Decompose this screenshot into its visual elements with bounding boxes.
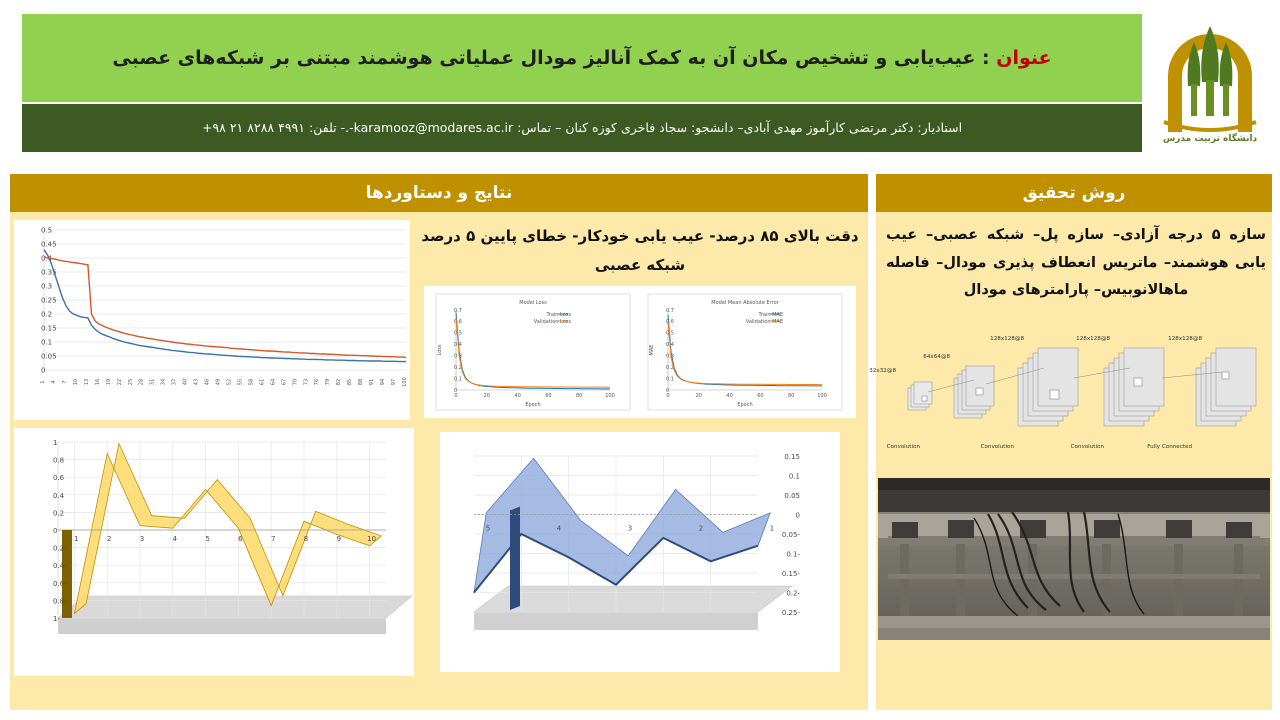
poster-title-banner bbox=[22, 14, 1142, 102]
y-tick-label: 0.3 bbox=[454, 353, 462, 360]
y-tick-label: -0.05 bbox=[781, 531, 800, 539]
x-tick-label: 5 bbox=[485, 524, 491, 533]
x-tick-label: 20 bbox=[695, 393, 702, 399]
y-tick-label: 0.4 bbox=[53, 491, 65, 500]
y-tick-label: 0.1 bbox=[41, 338, 53, 347]
x-tick-label: 2 bbox=[698, 524, 704, 533]
chart-title: Model Loss bbox=[519, 300, 547, 306]
x-tick-label: 91 bbox=[369, 378, 376, 386]
y-tick-label: -0.15 bbox=[781, 570, 800, 578]
x-tick-label: 43 bbox=[193, 378, 200, 386]
y-tick-label: 0.05 bbox=[784, 492, 800, 500]
y-tick-label: 0.5 bbox=[41, 226, 53, 235]
y-tick-label: 0.15 bbox=[784, 453, 800, 461]
y-tick-label: 0.25 bbox=[41, 296, 57, 305]
y-tick-label: 0.2 bbox=[53, 509, 65, 518]
x-tick-label: 49 bbox=[215, 378, 222, 386]
authors-banner bbox=[22, 104, 1142, 152]
x-tick-label: 100 bbox=[402, 377, 408, 387]
y-tick-label: -0.6 bbox=[53, 579, 67, 588]
x-tick-label: 34 bbox=[160, 378, 167, 386]
x-tick-label: 3 bbox=[139, 535, 145, 543]
section-header-results bbox=[10, 174, 868, 212]
title-separator: : bbox=[975, 46, 997, 69]
x-tick-label: 40 bbox=[182, 378, 189, 386]
x-tick-label: 13 bbox=[83, 378, 90, 386]
cnn-caption-3: Fully Connected bbox=[1147, 444, 1192, 450]
chart-title: Model Mean Absolute Error bbox=[711, 300, 779, 306]
x-tick-label: 46 bbox=[204, 378, 211, 386]
x-tick-label: 100 bbox=[605, 393, 615, 399]
x-tick-label: 60 bbox=[757, 393, 764, 399]
y-tick-label: 0.1 bbox=[788, 472, 800, 481]
convergence-chart bbox=[14, 220, 410, 420]
x-tick-label: 100 bbox=[817, 393, 827, 399]
y-tick-label: 0.05 bbox=[41, 352, 57, 361]
y-tick-label: 0 bbox=[454, 387, 458, 394]
x-tick-label: 19 bbox=[105, 378, 112, 386]
y-tick-label: 0.7 bbox=[666, 307, 674, 314]
y-tick-label: -0.1 bbox=[786, 550, 800, 559]
results-note-text: دقت بالای ۸۵ درصد- عیب یابی خودکار- خطای پایین ۵ درصد شبکه عصبی bbox=[421, 227, 859, 274]
x-tick-label: 10 bbox=[367, 535, 377, 543]
legend-label: Train MAE bbox=[758, 312, 783, 318]
cnn-caption-2: Convolution bbox=[1070, 444, 1104, 450]
x-tick-label: 9 bbox=[336, 535, 342, 543]
x-tick-label: 4 bbox=[50, 380, 57, 384]
section-header-method bbox=[876, 174, 1272, 212]
x-axis-label: Epoch bbox=[525, 402, 541, 408]
x-tick-label: 2 bbox=[106, 535, 112, 543]
training-curves-card bbox=[424, 286, 856, 418]
y-tick-label: 0.35 bbox=[41, 268, 57, 277]
y-tick-label: 0.1 bbox=[666, 376, 674, 383]
x-tick-label: 67 bbox=[281, 378, 288, 386]
y-tick-label: 0.5 bbox=[666, 330, 674, 337]
x-tick-label: 85 bbox=[347, 378, 354, 386]
x-tick-label: 80 bbox=[576, 393, 583, 399]
y-tick-label: 0.2 bbox=[666, 364, 674, 371]
y-tick-label: -0.4 bbox=[53, 562, 67, 571]
y-tick-label: 0.3 bbox=[41, 282, 53, 291]
x-tick-label: 16 bbox=[94, 378, 101, 386]
page-title bbox=[112, 44, 1051, 73]
x-tick-label: 73 bbox=[303, 378, 310, 386]
x-tick-label: 1 bbox=[74, 535, 79, 543]
cnn-block-label-4: 8@128x128 bbox=[1168, 336, 1202, 342]
x-tick-label: 25 bbox=[127, 378, 134, 386]
x-tick-label: 7 bbox=[270, 535, 276, 543]
y-tick-label: 0 bbox=[795, 511, 800, 520]
cnn-block-label-0: 8@32x32 bbox=[869, 368, 896, 374]
y-tick-label: 0.45 bbox=[41, 240, 57, 249]
y-tick-label: 0 bbox=[666, 387, 670, 394]
x-tick-label: 28 bbox=[138, 378, 145, 386]
y-axis-label: Loss bbox=[437, 344, 443, 356]
y-tick-label: 0.8 bbox=[53, 456, 65, 465]
x-tick-label: 0 bbox=[454, 393, 458, 399]
x-tick-label: 40 bbox=[514, 393, 521, 399]
legend-label: Train Loss bbox=[546, 312, 571, 318]
x-tick-label: 31 bbox=[149, 378, 156, 386]
y-tick-label: 0.15 bbox=[41, 324, 57, 333]
mode-shape-3d-surface bbox=[440, 432, 840, 672]
x-tick-label: 70 bbox=[292, 378, 299, 386]
y-tick-label: 0.6 bbox=[666, 319, 674, 326]
y-tick-label: -1 bbox=[53, 615, 60, 623]
y-tick-label: 0 bbox=[53, 527, 58, 535]
logo-graphic bbox=[1150, 10, 1270, 135]
y-tick-label: 0.1 bbox=[454, 376, 462, 383]
section-header-results-label: نتایج و دستاوردها bbox=[365, 183, 513, 203]
y-axis-label: MAE bbox=[649, 344, 655, 356]
y-tick-label: -0.2 bbox=[786, 589, 800, 598]
x-tick-label: 97 bbox=[391, 378, 398, 386]
x-tick-label: 1 bbox=[40, 380, 46, 384]
cnn-block-label-1: 8@64x64 bbox=[923, 354, 950, 360]
x-tick-label: 82 bbox=[336, 378, 343, 386]
x-tick-label: 4 bbox=[172, 535, 178, 543]
y-tick-label: 0.2 bbox=[454, 364, 462, 371]
title-body: عیب‌یابی و تشخیص مکان آن به کمک آنالیز مودال عملیاتی هوشمند مبتنی بر شبکه‌های عصبی bbox=[112, 46, 976, 69]
y-tick-label: -0.25 bbox=[781, 609, 800, 617]
x-tick-label: 20 bbox=[483, 393, 490, 399]
x-tick-label: 60 bbox=[545, 393, 552, 399]
y-tick-label: 0.5 bbox=[454, 330, 462, 337]
cnn-architecture-figure bbox=[869, 320, 1270, 470]
x-tick-label: 94 bbox=[380, 378, 387, 386]
legend-label: Validation Loss bbox=[533, 319, 571, 325]
authors-text: استادیار: دکتر مرتضی کارآموز مهدی آبادی– دانشجو: سجاد فاخری کوزه کنان – تماس: karamooz@modares.ac.ir-.- تلفن: ۴۹۹۱ ۸۲۸۸ ۲۱ ۹۸+ bbox=[201, 119, 963, 135]
x-tick-label: 4 bbox=[556, 524, 562, 533]
x-tick-label: 79 bbox=[325, 378, 332, 386]
cnn-block-label-3: 8@128x128 bbox=[1076, 336, 1110, 342]
x-tick-label: 37 bbox=[171, 378, 178, 386]
section-header-method-label: روش تحقیق bbox=[1022, 183, 1126, 203]
cnn-caption-0: Convolution bbox=[886, 444, 920, 450]
x-tick-label: 61 bbox=[259, 378, 266, 386]
damage-index-3d-bar bbox=[14, 428, 414, 676]
x-tick-label: 5 bbox=[205, 535, 210, 543]
x-tick-label: 52 bbox=[226, 378, 233, 386]
x-tick-label: 0 bbox=[666, 393, 670, 399]
y-tick-label: -0.2 bbox=[53, 544, 67, 553]
y-tick-label: 0.3 bbox=[666, 353, 674, 360]
x-tick-label: 55 bbox=[237, 378, 244, 386]
cnn-block-label-2: 8@128x128 bbox=[990, 336, 1024, 342]
y-tick-label: 0.7 bbox=[454, 307, 462, 314]
x-tick-label: 64 bbox=[270, 378, 277, 386]
method-body-text: سازه ۵ درجه آزادی– سازه پل– شبکه عصبی– عیب یابی هوشمند– ماتریس انعطاف پذیری مودال– فاصله ماهالانوبیس– پارامترهای مودال bbox=[886, 227, 1266, 299]
x-tick-label: 40 bbox=[726, 393, 733, 399]
x-tick-label: 76 bbox=[314, 378, 321, 386]
x-tick-label: 10 bbox=[72, 378, 79, 386]
x-tick-label: 58 bbox=[248, 378, 255, 386]
x-tick-label: 22 bbox=[116, 378, 123, 386]
x-tick-label: 8 bbox=[303, 535, 309, 543]
x-axis-label: Epoch bbox=[737, 402, 753, 408]
x-tick-label: 3 bbox=[627, 524, 633, 533]
legend-label: Validation MAE bbox=[745, 319, 783, 325]
x-tick-label: 7 bbox=[61, 380, 68, 384]
x-tick-label: 6 bbox=[238, 535, 243, 543]
y-tick-label: 0.4 bbox=[454, 342, 462, 349]
y-tick-label: 0.4 bbox=[41, 254, 53, 263]
cnn-caption-1: Convolution bbox=[980, 444, 1014, 450]
lab-test-structure-photo bbox=[878, 478, 1270, 640]
y-tick-label: 0.6 bbox=[454, 319, 462, 326]
x-tick-label: 88 bbox=[358, 378, 365, 386]
x-tick-label: 80 bbox=[788, 393, 795, 399]
title-keyword: عنوان bbox=[996, 46, 1052, 69]
y-tick-label: 0.4 bbox=[666, 342, 674, 349]
y-tick-label: 1 bbox=[53, 439, 58, 447]
x-tick-label: 1 bbox=[769, 524, 775, 533]
y-tick-label: 0 bbox=[41, 366, 46, 375]
university-logo bbox=[1150, 10, 1270, 160]
y-tick-label: 0.2 bbox=[41, 310, 53, 319]
y-tick-label: 0.6 bbox=[53, 474, 65, 483]
y-tick-label: -0.8 bbox=[53, 597, 67, 606]
logo-caption: دانشگاه تربیت مدرس bbox=[1162, 134, 1258, 144]
